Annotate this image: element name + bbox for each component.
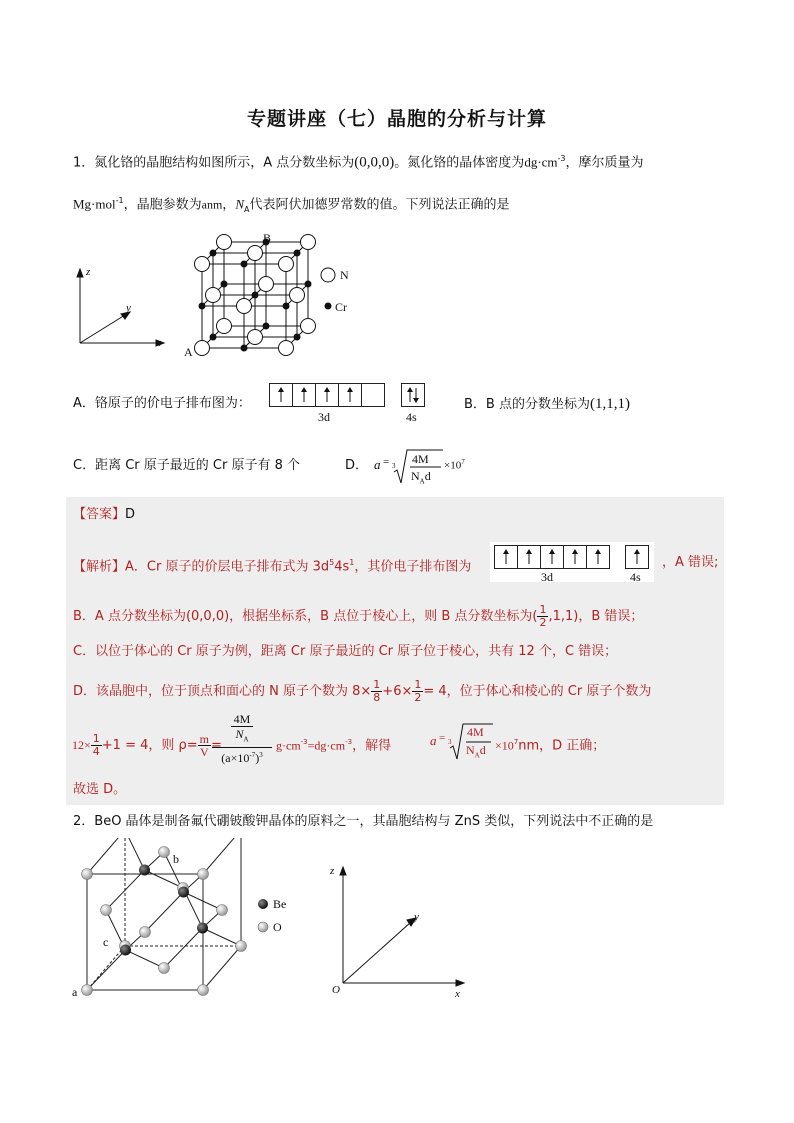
option-a-4s-label: 4s bbox=[406, 410, 417, 424]
analysis-text: nm，D 正确； bbox=[518, 738, 606, 754]
option-d-exp: 7 bbox=[461, 458, 465, 466]
analysis-root-den bbox=[466, 743, 486, 759]
axis-x-label: x bbox=[156, 337, 161, 349]
o-atom bbox=[159, 963, 170, 974]
option-d-numerator: 4M bbox=[412, 452, 429, 466]
axis-origin-label: O bbox=[332, 984, 340, 996]
option-b-coord: (1,1,1) bbox=[589, 396, 630, 412]
option-d-label: D． bbox=[345, 458, 369, 473]
orbital-box bbox=[338, 383, 362, 407]
big-frac-den-text: (a×10 bbox=[221, 751, 250, 766]
q1-crystal-cell-figure bbox=[180, 232, 320, 362]
option-d-var: a bbox=[374, 457, 381, 472]
orbital-box bbox=[315, 383, 339, 407]
o-atom bbox=[159, 847, 170, 858]
option-d-denominator bbox=[411, 469, 431, 485]
q1-stem-density: dg·cm bbox=[524, 154, 558, 170]
big-frac-num-bottom bbox=[212, 727, 272, 748]
orbital-box bbox=[586, 545, 610, 569]
legend-be-label: Be bbox=[273, 897, 287, 911]
analysis-text: ,1,1)，B 错误； bbox=[548, 609, 644, 624]
orbital-box bbox=[494, 545, 518, 569]
point-b-label: b bbox=[173, 852, 179, 866]
big-frac-num-top: 4M bbox=[231, 712, 254, 727]
analysis-sup: 7 bbox=[513, 738, 519, 746]
axis-x-label: x bbox=[455, 988, 460, 1000]
cell-edge bbox=[126, 950, 165, 968]
option-d-den-n: N bbox=[411, 469, 420, 483]
analysis-eq: = bbox=[211, 738, 222, 753]
up-arrow-icon bbox=[549, 549, 555, 554]
cr-atom bbox=[294, 250, 301, 257]
option-d-formula bbox=[345, 448, 485, 488]
analysis-text: g·cm bbox=[276, 738, 301, 753]
be-atom bbox=[197, 923, 208, 934]
q1-stem-na: N bbox=[235, 196, 244, 212]
fraction-den: 2 bbox=[414, 691, 422, 704]
analysis-e-end bbox=[495, 733, 605, 755]
o-atom bbox=[140, 927, 151, 938]
n-atom bbox=[248, 330, 263, 345]
big-frac-na: N bbox=[235, 727, 244, 741]
cell-edge bbox=[87, 950, 126, 990]
o-atom bbox=[198, 869, 209, 880]
cell-edge bbox=[203, 838, 241, 874]
option-a-text: A．铬原子的价电子排布图为： bbox=[73, 396, 251, 411]
legend-cr-label: Cr bbox=[335, 300, 347, 314]
analysis-text: ×10 bbox=[495, 738, 514, 753]
analysis-root-num: 4M bbox=[467, 725, 484, 739]
up-arrow-icon bbox=[634, 549, 640, 554]
o-atom bbox=[217, 905, 228, 916]
fraction-den: 8 bbox=[373, 691, 381, 704]
up-arrow-icon bbox=[526, 549, 532, 554]
cell-edge bbox=[203, 946, 241, 990]
up-arrow-icon bbox=[347, 387, 353, 392]
o-atom bbox=[236, 941, 247, 952]
q1-stem-density-exp: -3 bbox=[557, 154, 566, 163]
big-frac-na-sub: A bbox=[243, 735, 249, 744]
up-arrow-icon bbox=[572, 549, 578, 554]
option-d-den-sub: A bbox=[419, 477, 425, 486]
analysis-line-e bbox=[72, 712, 632, 770]
cr-atom bbox=[263, 323, 270, 330]
analysis-4s-label: 4s bbox=[630, 570, 641, 584]
big-frac-den bbox=[212, 748, 272, 765]
fraction-num: 1 bbox=[539, 603, 547, 616]
option-c-text: C．距离 Cr 原子最近的 Cr 原子有 8 个 bbox=[73, 458, 300, 473]
axis-z-label: z bbox=[330, 865, 335, 877]
n-atom bbox=[237, 299, 252, 314]
up-arrow-icon bbox=[595, 549, 601, 554]
cell-edge bbox=[125, 838, 145, 870]
be-atom-icon bbox=[258, 899, 268, 909]
n-atom bbox=[217, 319, 232, 334]
option-b-text: B．B 点的分数坐标为 bbox=[464, 397, 590, 412]
n-atom bbox=[301, 319, 316, 334]
page-title: 专题讲座（七）晶胞的分析与计算 bbox=[246, 108, 547, 130]
q1-stem-param: anm bbox=[201, 197, 223, 212]
legend-n-label: N bbox=[340, 268, 349, 282]
analysis-var-a: a bbox=[430, 733, 437, 748]
analysis-sup: 1 bbox=[349, 558, 355, 567]
answer-tag: 【答案】 bbox=[73, 507, 126, 522]
analysis-line-f: 故选 D。 bbox=[73, 782, 127, 797]
cr-atom bbox=[294, 334, 301, 341]
cr-atom bbox=[283, 303, 290, 310]
n-atom bbox=[195, 341, 210, 356]
analysis-text: +6× bbox=[382, 684, 413, 699]
analysis-sup: -3 bbox=[345, 738, 353, 746]
n-atom bbox=[195, 257, 210, 272]
up-arrow-icon bbox=[503, 549, 509, 554]
fraction-den: 4 bbox=[92, 745, 100, 758]
fraction-den: V bbox=[199, 745, 209, 759]
analysis-line-a bbox=[73, 554, 471, 576]
orbital-box bbox=[517, 545, 541, 569]
analysis-sup: -3 bbox=[300, 738, 308, 746]
q1-stem-text: ，晶胞参数为 bbox=[123, 197, 202, 213]
q2-stem: 2．BeO 晶体是制备氟代硼铍酸钾晶体的原料之一，其晶胞结构与 ZnS 类似，下列说法中不正确的是 bbox=[73, 814, 654, 829]
fraction bbox=[537, 604, 548, 629]
analysis-text: =dg·cm bbox=[307, 738, 346, 753]
analysis-4s-box bbox=[625, 545, 649, 569]
point-a-label: a bbox=[72, 985, 78, 999]
be-atom bbox=[120, 945, 131, 956]
cell-edge bbox=[203, 928, 242, 946]
analysis-root-den-n: N bbox=[466, 743, 475, 757]
analysis-e-start bbox=[72, 733, 222, 758]
cell-edge bbox=[145, 892, 184, 932]
down-arrow-icon bbox=[413, 398, 419, 403]
big-frac-den-close: ) bbox=[255, 751, 260, 766]
cr-atom bbox=[199, 303, 206, 310]
axis-y-label: y bbox=[414, 911, 419, 923]
orbital-box bbox=[269, 383, 293, 407]
answer-line bbox=[73, 506, 135, 524]
analysis-root-index: 3 bbox=[448, 738, 452, 746]
analysis-eq: = bbox=[439, 732, 446, 744]
be-atom bbox=[139, 865, 150, 876]
up-arrow-icon bbox=[324, 387, 330, 392]
n-atom bbox=[279, 257, 294, 272]
cr-atom bbox=[241, 345, 248, 352]
z-arrow-icon bbox=[340, 867, 346, 875]
n-atom-icon bbox=[321, 268, 335, 282]
analysis-3d-label: 3d bbox=[541, 570, 553, 584]
n-atom bbox=[217, 235, 232, 250]
z-arrow-icon bbox=[77, 269, 83, 277]
q2-axes-figure bbox=[335, 862, 470, 992]
legend-o-label: O bbox=[273, 920, 282, 934]
analysis-e-mid bbox=[276, 733, 391, 755]
q1-stem-molar: Mg·mol bbox=[73, 196, 116, 212]
analysis-text: 12× bbox=[72, 738, 91, 752]
o-atom-icon bbox=[258, 922, 268, 932]
y-axis bbox=[343, 922, 411, 983]
orbital-box bbox=[292, 383, 316, 407]
q1-stem-text: ， bbox=[222, 197, 236, 213]
orbital-box bbox=[563, 545, 587, 569]
q2-crystal-cell-figure bbox=[72, 838, 252, 1008]
fraction-num: 1 bbox=[373, 678, 381, 691]
axis-z-label: z bbox=[86, 266, 91, 278]
big-frac-den-pow: 3 bbox=[259, 751, 263, 760]
analysis-line-d bbox=[73, 679, 651, 704]
cr-atom-icon bbox=[325, 303, 332, 310]
analysis-line-c: C．以位于体心的 Cr 原子为例，距离 Cr 原子最近的 Cr 原子位于棱心，共有 12 个，C 错误； bbox=[73, 644, 618, 659]
q1-stem-text: 代表阿伏加德罗常数的值。下列说法正确的是 bbox=[249, 197, 510, 213]
fraction-den: 2 bbox=[539, 616, 547, 629]
q1-axes-figure bbox=[70, 265, 170, 350]
q1-stem-text: ，摩尔质量为 bbox=[565, 155, 644, 171]
option-d-times-text: ×10 bbox=[444, 459, 462, 472]
cr-atom bbox=[252, 292, 259, 299]
q1-stem-line2 bbox=[73, 192, 509, 219]
option-d-times bbox=[444, 458, 465, 472]
n-atom bbox=[248, 246, 263, 261]
option-d-den-d: d bbox=[424, 469, 431, 483]
option-d-eq: = bbox=[383, 456, 390, 468]
big-frac-den-exp: -7 bbox=[249, 751, 256, 760]
n-atom bbox=[301, 235, 316, 250]
o-atom bbox=[101, 905, 112, 916]
option-a-3d-boxes bbox=[269, 383, 385, 407]
q1-stem-coord: (0,0,0) bbox=[354, 154, 395, 171]
analysis-text: 4s bbox=[334, 559, 350, 575]
analysis-text: +1 = 4，则 ρ= bbox=[101, 738, 198, 753]
cr-atom bbox=[241, 261, 248, 268]
q1-stem-molar-exp: -1 bbox=[115, 196, 124, 205]
cr-atom bbox=[305, 281, 312, 288]
n-atom bbox=[290, 288, 305, 303]
orbital-box bbox=[540, 545, 564, 569]
analysis-a-end: ，A 错误; bbox=[662, 555, 719, 570]
analysis-line-b bbox=[73, 604, 643, 629]
o-atom bbox=[198, 985, 209, 996]
analysis-text: = 4，位于体心和棱心的 Cr 原子个数为 bbox=[423, 684, 652, 699]
cr-atom bbox=[221, 281, 228, 288]
fraction-m-v bbox=[198, 733, 211, 758]
n-atom bbox=[279, 341, 294, 356]
orbital-box bbox=[401, 383, 425, 407]
o-atom bbox=[82, 869, 93, 880]
cr-atom bbox=[210, 250, 217, 257]
fraction-num: m bbox=[199, 732, 209, 746]
analysis-tag: 【解析】 bbox=[73, 559, 126, 575]
orbital-box-empty bbox=[361, 383, 385, 407]
up-arrow-icon bbox=[407, 387, 413, 392]
analysis-root-den-sub: A bbox=[474, 751, 480, 760]
analysis-3d-boxes bbox=[494, 545, 610, 569]
fraction bbox=[412, 679, 423, 704]
analysis-text: B．A 点分数坐标为(0,0,0)，根据坐标系，B 点位于棱心上，则 B 点分数坐标为( bbox=[73, 609, 538, 624]
axis-y-label: y bbox=[126, 302, 131, 314]
n-atom bbox=[206, 288, 221, 303]
analysis-text: ，其价电子排布图为 bbox=[354, 559, 472, 575]
fraction-num: 1 bbox=[414, 678, 422, 691]
big-fraction bbox=[212, 712, 272, 765]
fraction bbox=[91, 733, 102, 758]
option-a-4s-box bbox=[401, 383, 425, 407]
fraction-num: 1 bbox=[92, 732, 100, 745]
analysis-root-den-d: d bbox=[479, 743, 486, 757]
cr-atom bbox=[210, 334, 217, 341]
up-arrow-icon bbox=[278, 387, 284, 392]
analysis-text: A．Cr 原子的价层电子排布式为 3d bbox=[125, 559, 330, 575]
x-arrow-icon bbox=[456, 980, 464, 986]
option-a-3d-label: 3d bbox=[318, 410, 330, 424]
answer-value: D bbox=[125, 507, 136, 522]
n-atom bbox=[259, 277, 274, 292]
cell-edge bbox=[164, 928, 203, 968]
up-arrow-icon bbox=[301, 387, 307, 392]
q2-legend-icons bbox=[256, 896, 272, 936]
point-c-label: c bbox=[103, 935, 109, 949]
option-b bbox=[464, 395, 630, 414]
analysis-text: ，解得 bbox=[352, 738, 392, 754]
q1-stem-line1 bbox=[73, 150, 644, 172]
cell-edge bbox=[87, 838, 125, 874]
q1-stem-text: 。氮化铬的晶体密度为 bbox=[394, 155, 525, 171]
be-atom bbox=[178, 887, 189, 898]
y-axis bbox=[80, 315, 125, 343]
orbital-box bbox=[625, 545, 649, 569]
q1-stem-na-sub: A bbox=[243, 204, 250, 214]
fraction bbox=[371, 679, 382, 704]
q1-stem-text: 1．氮化铬的晶胞结构如图所示，A 点分数坐标为 bbox=[73, 155, 355, 171]
o-atom bbox=[82, 985, 93, 996]
analysis-text: D．该晶胞中，位于顶点和面心的 N 原子个数为 8× bbox=[73, 684, 372, 699]
analysis-sup: 5 bbox=[329, 558, 335, 567]
point-a-label: A bbox=[184, 345, 193, 359]
point-b-label: B bbox=[263, 231, 272, 245]
option-d-root-index: 3 bbox=[392, 462, 396, 470]
